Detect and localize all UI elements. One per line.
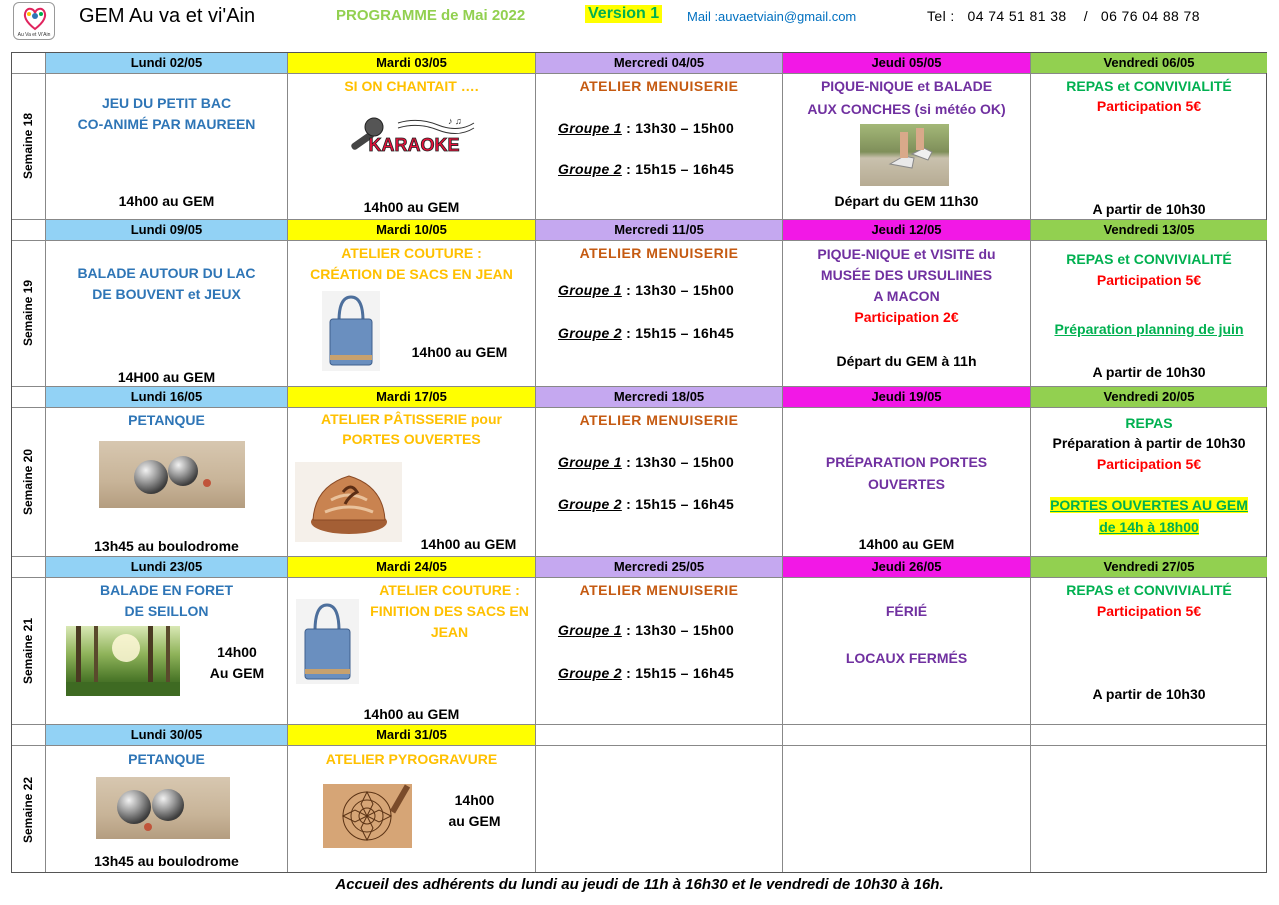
activity-time: 14h00 bbox=[454, 792, 495, 808]
activity-time: 14h00 au GEM bbox=[420, 536, 517, 552]
activity-time: 13h45 au boulodrome bbox=[94, 853, 239, 869]
activity-time: A partir de 10h30 bbox=[1092, 686, 1206, 702]
karaoke-image-text: KARAOKE bbox=[368, 135, 460, 155]
activity-subtitle: JEAN bbox=[430, 624, 469, 640]
week-label: Semaine 18 bbox=[21, 112, 36, 180]
participation-fee: Participation 5€ bbox=[1096, 98, 1202, 114]
week-label: Semaine 22 bbox=[21, 776, 36, 843]
activity-title: BALADE AUTOUR DU LAC bbox=[77, 265, 256, 281]
group-2-schedule: Groupe 2 : 15h15 – 16h45 bbox=[558, 161, 735, 177]
day-header-jeudi: Jeudi 19/05 bbox=[783, 387, 1030, 407]
day-header-mercredi: Mercredi 18/05 bbox=[536, 387, 782, 407]
closed-label: LOCAUX FERMÉS bbox=[845, 650, 968, 666]
day-header-lundi: Lundi 02/05 bbox=[46, 53, 287, 73]
logo-text: Au Va et Vi'Ain bbox=[17, 32, 51, 38]
activity-time: 14h00 au GEM bbox=[858, 536, 955, 552]
jean-bag-image bbox=[322, 291, 380, 371]
activity-title: ATELIER PÂTISSERIE pour bbox=[321, 411, 502, 427]
activity-title: PETANQUE bbox=[128, 751, 205, 767]
group-2-schedule: Groupe 2 : 15h15 – 16h45 bbox=[558, 325, 735, 341]
group-1-schedule: Groupe 1 : 13h30 – 15h00 bbox=[558, 454, 735, 470]
group-1-schedule: Groupe 1 : 13h30 – 15h00 bbox=[558, 282, 735, 298]
activity-title: PIQUE-NIQUE et BALADE bbox=[820, 78, 993, 94]
day-header-mercredi: Mercredi 11/05 bbox=[536, 220, 782, 240]
activity-subtitle: MUSÉE DES URSULIINES bbox=[820, 267, 993, 283]
day-header-mercredi: Mercredi 04/05 bbox=[536, 53, 782, 73]
activity-title: ATELIER MENUISERIE bbox=[579, 78, 739, 94]
day-header-jeudi: Jeudi 05/05 bbox=[783, 53, 1030, 73]
day-header-mardi: Mardi 10/05 bbox=[288, 220, 535, 240]
holiday-label: FÉRIÉ bbox=[885, 603, 928, 619]
activity-time: 14h00 au GEM bbox=[411, 344, 508, 360]
gem-logo bbox=[13, 2, 55, 40]
version-badge: Version 1 bbox=[585, 5, 662, 23]
group-1-schedule: Groupe 1 : 13h30 – 15h00 bbox=[558, 622, 735, 638]
planning-note: Préparation planning de juin bbox=[1054, 321, 1244, 337]
open-house-hours: de 14h à 18h00 bbox=[1099, 519, 1199, 535]
activity-title: SI ON CHANTAIT …. bbox=[344, 78, 479, 94]
participation-fee: Participation 5€ bbox=[1096, 603, 1202, 619]
activity-subtitle: FINITION DES SACS EN bbox=[370, 603, 529, 619]
activity-title: ATELIER COUTURE : bbox=[341, 245, 482, 261]
activity-time: 14H00 au GEM bbox=[117, 369, 216, 385]
activity-subtitle: CO-ANIMÉ PAR MAUREEN bbox=[77, 116, 256, 132]
day-header-lundi: Lundi 16/05 bbox=[46, 387, 287, 407]
day-header-vendredi: Vendredi 20/05 bbox=[1031, 387, 1267, 407]
open-house-title: PORTES OUVERTES AU GEM bbox=[1050, 497, 1248, 513]
activity-title: REPAS et CONVIVIALITÉ bbox=[1066, 78, 1232, 94]
group-1-schedule: Groupe 1 : 13h30 – 15h00 bbox=[558, 120, 735, 136]
contact-mail[interactable]: Mail :auvaetviain@gmail.com bbox=[687, 9, 857, 24]
activity-place: au GEM bbox=[448, 813, 501, 829]
activity-time: A partir de 10h30 bbox=[1092, 201, 1206, 217]
activity-time: 13h45 au boulodrome bbox=[94, 538, 239, 554]
activity-subtitle: DE BOUVENT et JEUX bbox=[92, 286, 241, 302]
activity-title: REPAS et CONVIVIALITÉ bbox=[1066, 251, 1232, 267]
activity-title: REPAS et CONVIVIALITÉ bbox=[1066, 582, 1232, 598]
day-header-vendredi: Vendredi 06/05 bbox=[1031, 53, 1267, 73]
week-label: Semaine 21 bbox=[21, 617, 36, 684]
activity-place: A MACON bbox=[873, 288, 940, 304]
participation-fee: Participation 5€ bbox=[1096, 456, 1202, 472]
activity-title: REPAS bbox=[1125, 415, 1173, 431]
day-header-jeudi: Jeudi 26/05 bbox=[783, 557, 1030, 577]
heart-logo-icon bbox=[14, 3, 56, 33]
gem-name: GEM Au va et vi'Ain bbox=[79, 5, 256, 27]
contact-phones: Tel : 04 74 51 81 38 / 06 76 04 88 78 bbox=[927, 8, 1200, 24]
activity-time: 14h00 au GEM bbox=[363, 706, 460, 722]
activity-subtitle: PORTES OUVERTES bbox=[342, 431, 481, 447]
activity-title: ATELIER MENUISERIE bbox=[579, 582, 739, 598]
day-header-vendredi: Vendredi 27/05 bbox=[1031, 557, 1267, 577]
day-header-lundi: Lundi 30/05 bbox=[46, 725, 287, 745]
petanque-image bbox=[96, 777, 230, 839]
activity-time: 14h00 bbox=[217, 644, 257, 660]
activity-time: Départ du GEM 11h30 bbox=[834, 193, 979, 209]
activity-title: ATELIER MENUISERIE bbox=[579, 412, 739, 428]
activity-subtitle: DE SEILLON bbox=[124, 603, 209, 619]
day-header-mardi: Mardi 03/05 bbox=[288, 53, 535, 73]
activity-time: 14h00 au GEM bbox=[118, 193, 215, 209]
participation-fee: Participation 5€ bbox=[1096, 272, 1202, 288]
activity-note: Préparation à partir de 10h30 bbox=[1052, 435, 1246, 451]
activity-title: ATELIER COUTURE : bbox=[379, 582, 520, 598]
activity-title: JEU DU PETIT BAC bbox=[101, 95, 232, 111]
activity-title: ATELIER MENUISERIE bbox=[579, 245, 739, 261]
walking-image bbox=[860, 124, 949, 186]
activity-title: PIQUE-NIQUE et VISITE du bbox=[817, 246, 996, 262]
day-header-mardi: Mardi 17/05 bbox=[288, 387, 535, 407]
activity-time: A partir de 10h30 bbox=[1092, 364, 1206, 380]
pyrography-image bbox=[323, 784, 412, 848]
activity-title: PETANQUE bbox=[128, 412, 205, 428]
activity-title: BALADE EN FORET bbox=[100, 582, 233, 598]
group-2-schedule: Groupe 2 : 15h15 – 16h45 bbox=[558, 665, 735, 681]
day-header-vendredi: Vendredi 13/05 bbox=[1031, 220, 1267, 240]
jean-bag-image bbox=[296, 599, 359, 684]
activity-time: 14h00 au GEM bbox=[363, 199, 460, 215]
karaoke-image bbox=[348, 113, 476, 163]
activity-subtitle: CRÉATION DE SACS EN JEAN bbox=[310, 266, 513, 282]
group-2-schedule: Groupe 2 : 15h15 – 16h45 bbox=[558, 496, 735, 512]
petanque-image bbox=[99, 441, 245, 508]
day-header-mercredi: Mercredi 25/05 bbox=[536, 557, 782, 577]
svg-text:♪ ♫: ♪ ♫ bbox=[448, 116, 462, 126]
page-header bbox=[0, 0, 1279, 44]
participation-fee: Participation 2€ bbox=[854, 309, 959, 325]
day-header-mardi: Mardi 24/05 bbox=[288, 557, 535, 577]
day-header-mardi: Mardi 31/05 bbox=[288, 725, 535, 745]
activity-title: ATELIER PYROGRAVURE bbox=[325, 751, 498, 767]
schedule-table bbox=[11, 52, 1267, 873]
day-header-lundi: Lundi 09/05 bbox=[46, 220, 287, 240]
footer-opening-hours: Accueil des adhérents du lundi au jeudi de 11h à 16h30 et le vendredi de 10h30 à 16h. bbox=[335, 876, 944, 893]
activity-subtitle: AUX CONCHES (si météo OK) bbox=[807, 101, 1006, 117]
activity-title: PRÉPARATION PORTES bbox=[825, 454, 988, 470]
activity-time: Départ du GEM à 11h bbox=[836, 353, 977, 369]
day-header-jeudi: Jeudi 12/05 bbox=[783, 220, 1030, 240]
activity-place: Au GEM bbox=[209, 665, 265, 681]
week-label: Semaine 19 bbox=[21, 279, 36, 347]
pastry-image bbox=[295, 462, 402, 542]
week-label: Semaine 20 bbox=[21, 448, 36, 515]
forest-image bbox=[66, 626, 180, 696]
activity-subtitle: OUVERTES bbox=[867, 476, 945, 492]
programme-title: PROGRAMME de Mai 2022 bbox=[336, 7, 526, 24]
day-header-lundi: Lundi 23/05 bbox=[46, 557, 287, 577]
